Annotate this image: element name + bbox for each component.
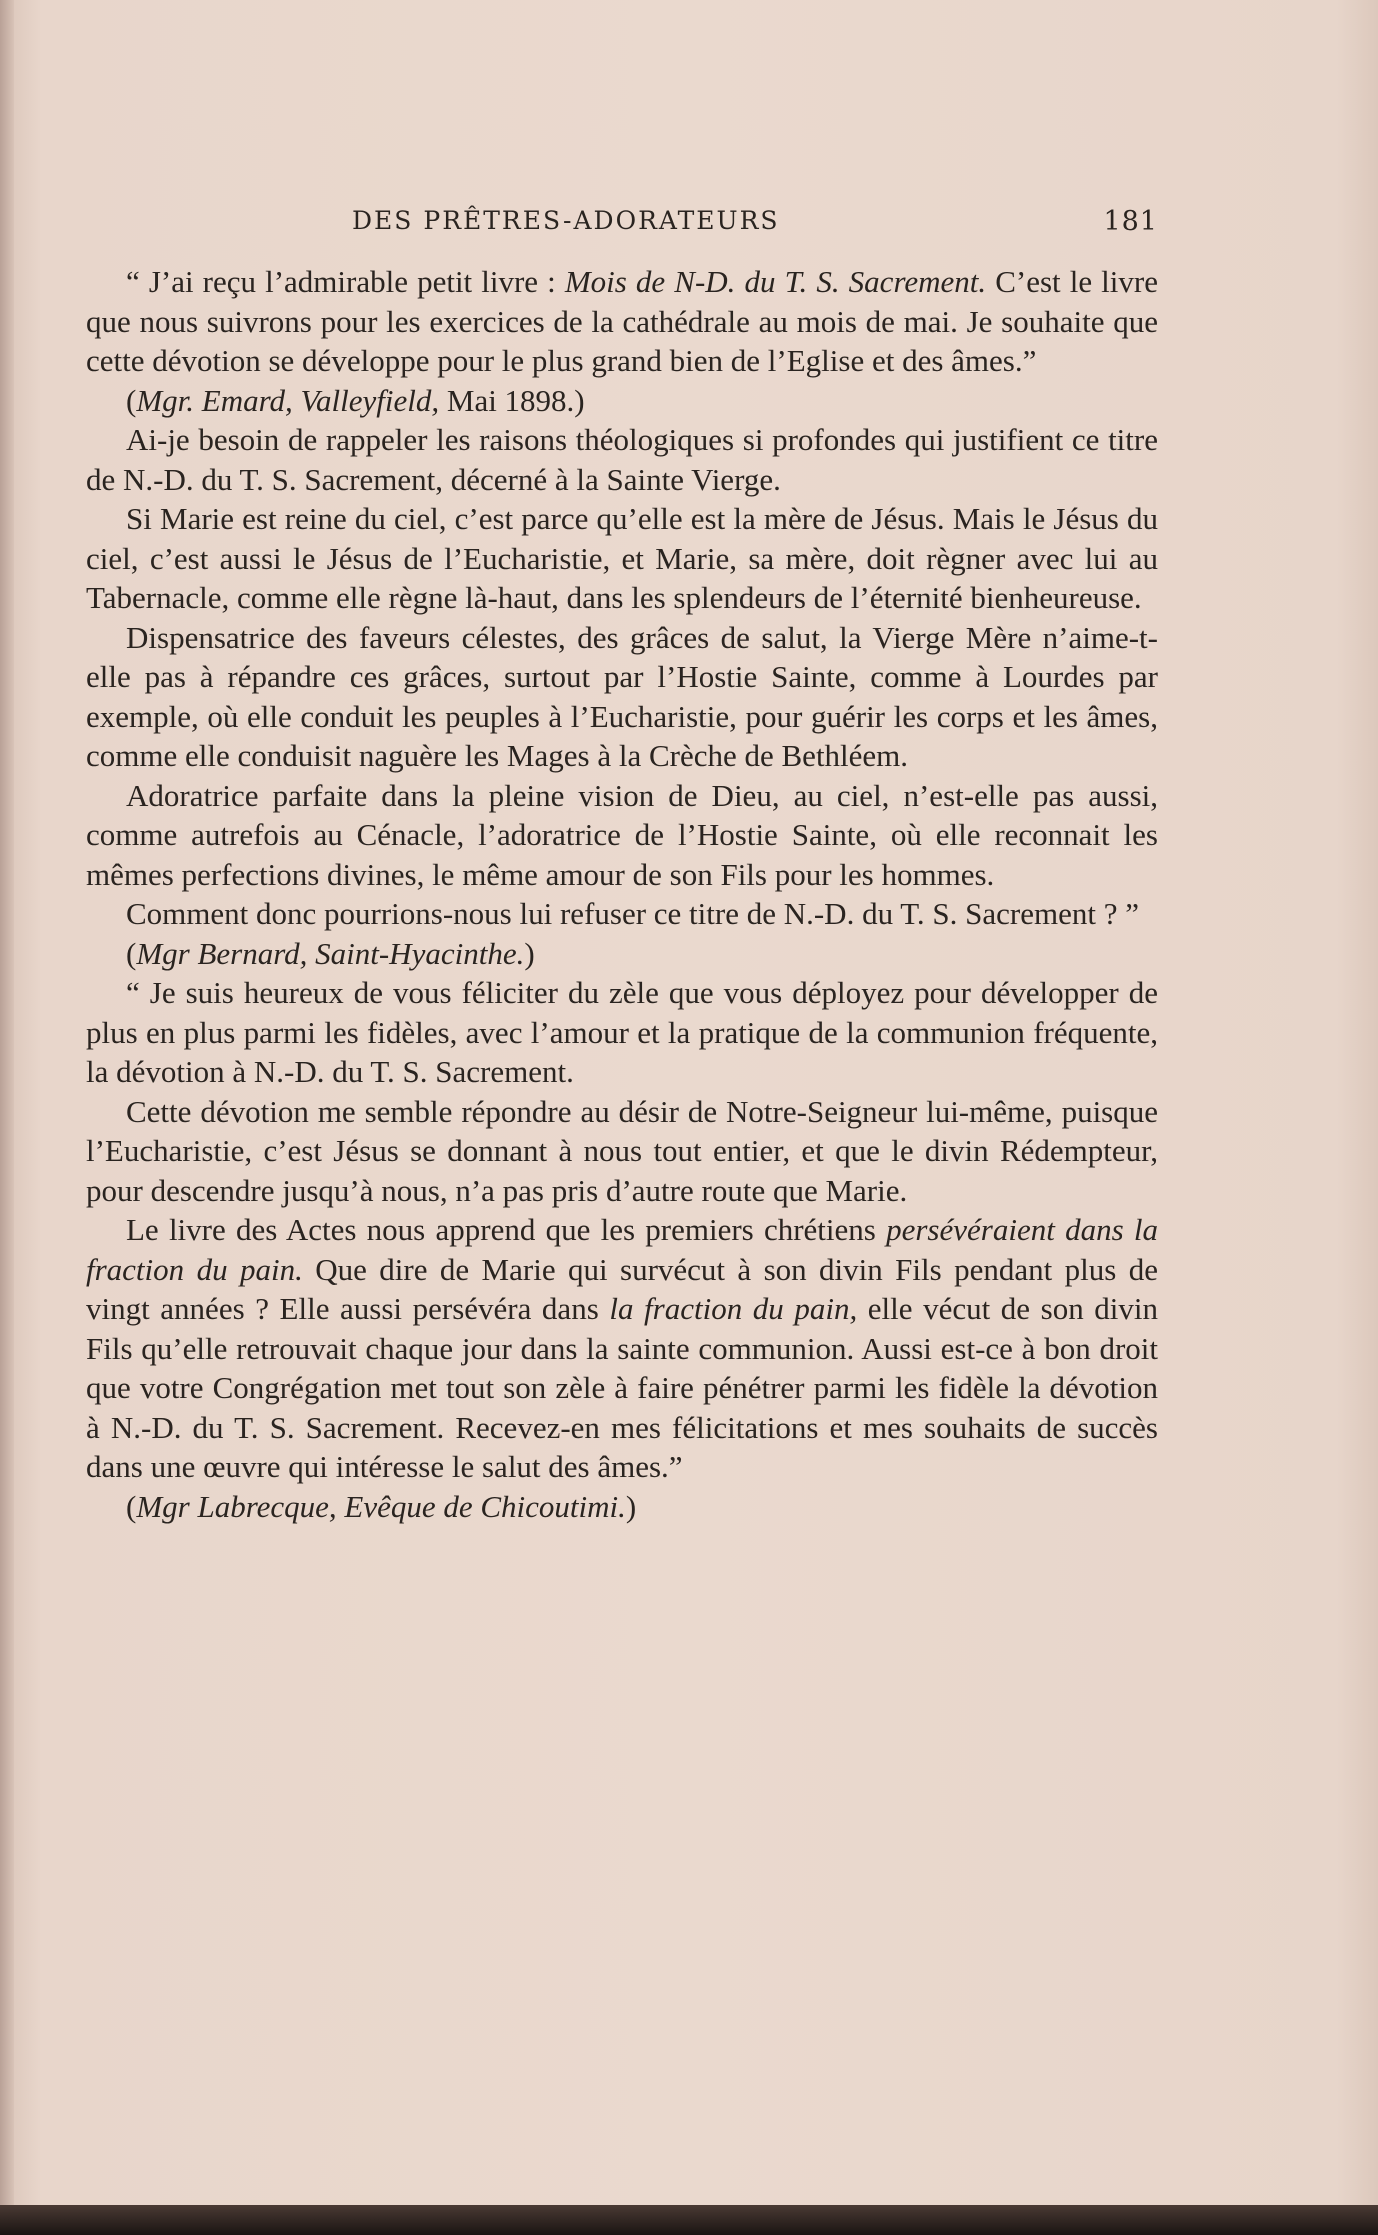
letter3-p3-text-c: elle vécut de son divin Fils qu’elle retrouvait chaque jour dans la sainte communion. Aussi est-ce à bon droit que votre Congrégation met tout son zèle à faire pénétrer parmi les fidèle la dévotion à N.-D. du T. S. Sacrement. Recevez-en mes félicitations et mes souhaits de succès dans une œuvre qui intéresse le salut des âmes.” — [86, 1291, 1158, 1484]
letter3-paragraph-1: “ Je suis heureux de vous féliciter du zèle que vous déployez pour développer de plus en plus parmi les fidèles, avec l’amour et la pratique de la communion fréquente, la dévotion à N.-D. du T. S. Sacrement. — [86, 975, 1158, 1089]
header-title: DES PRÊTRES-ADORATEURS — [352, 206, 780, 235]
letter2-paragraph-1: Ai-je besoin de rappeler les raisons théologiques si profondes qui justifient ce titre de N.-D. du T. S. Sacrement, décerné à la Sainte Vierge. — [86, 422, 1158, 497]
letter1-signature-place: Valleyfield, — [300, 382, 440, 418]
letter1-text-b: C’est le livre que nous suivrons pour les exercices de la cathédrale au mois de mai. Je souhaite que cette dévotion se développe pour le plus grand bien de l’Eglise et des âmes.” — [86, 264, 1158, 378]
letter3-p3-text-b: Que dire de Marie qui survécut à son divin Fils pendant plus de vingt années ? Elle aussi persévéra dans — [86, 1251, 1158, 1326]
scan-bottom-edge — [0, 2205, 1378, 2235]
letter3-paragraph-3 — [86, 1210, 1158, 1487]
page-body — [86, 262, 1158, 1526]
letter2-signature-text: Mgr Bernard, Saint-Hyacinthe. — [136, 935, 525, 971]
letter2-paragraph-4: Adoratrice parfaite dans la pleine vision de Dieu, au ciel, n’est-elle pas aussi, comme autrefois au Cénacle, l’adoratrice de l’Hostie Sainte, où elle reconnait les mêmes perfections divines, le même amour de son Fils pour les hommes. — [86, 777, 1158, 892]
page-number: 181 — [1103, 206, 1158, 237]
letter3-p3-italic-2: la fraction du pain, — [609, 1291, 858, 1326]
letter2-signature: (Mgr Bernard, Saint-Hyacinthe.) — [126, 935, 535, 971]
letter1-signature: (Mgr. Emard, Valleyfield, Mai 1898.) — [126, 382, 585, 418]
letter1-paragraph — [86, 262, 1158, 381]
letter2-paragraph-3: Dispensatrice des faveurs célestes, des grâces de salut, la Vierge Mère n’aime-t-elle pas à répandre ces grâces, surtout par l’Hostie Sainte, comme à Lourdes par exemple, où elle conduit les peuples à l’Eucharistie, pour guérir les corps et les âmes, comme elle conduisit naguère les Mages à la Crèche de Bethléem. — [86, 619, 1158, 773]
letter1-book-title: Mois de N-D. du T. S. Sacrement. — [564, 264, 987, 299]
letter3-signature: (Mgr Labrecque, Evêque de Chicoutimi.) — [126, 1488, 637, 1524]
page-left-edge — [0, 0, 14, 2235]
letter2-paragraph-5: Comment donc pourrions-nous lui refuser ce titre de N.-D. du T. S. Sacrement ? ” — [126, 896, 1139, 931]
running-header — [352, 206, 1158, 246]
letter1-signature-name: Mgr. Emard, — [136, 382, 293, 418]
letter3-p3-text-a: Le livre des Actes nous apprend que les premiers chrétiens — [126, 1212, 887, 1247]
letter3-p3-italic-1: persévéraient dans la fraction du pain. — [86, 1212, 1158, 1287]
letter3-paragraph-2: Cette dévotion me semble répondre au désir de Notre-Seigneur lui-même, puisque l’Eucharistie, c’est Jésus se donnant à nous tout entier, et que le divin Rédempteur, pour descendre jusqu’à nous, n’a pas pris d’autre route que Marie. — [86, 1093, 1158, 1208]
letter1-signature-date: Mai 1898.) — [439, 382, 585, 418]
letter1-text-a: “ J’ai reçu l’admirable petit livre : — [126, 264, 565, 299]
letter2-paragraph-2: Si Marie est reine du ciel, c’est parce qu’elle est la mère de Jésus. Mais le Jésus du ciel, c’est aussi le Jésus de l’Eucharistie, et Marie, sa mère, doit règner avec lui au Tabernacle, comme elle règne là-haut, dans les splendeurs de l’éternité bienheureuse. — [86, 501, 1158, 615]
letter3-signature-text: Mgr Labrecque, Evêque de Chicoutimi. — [136, 1488, 626, 1524]
